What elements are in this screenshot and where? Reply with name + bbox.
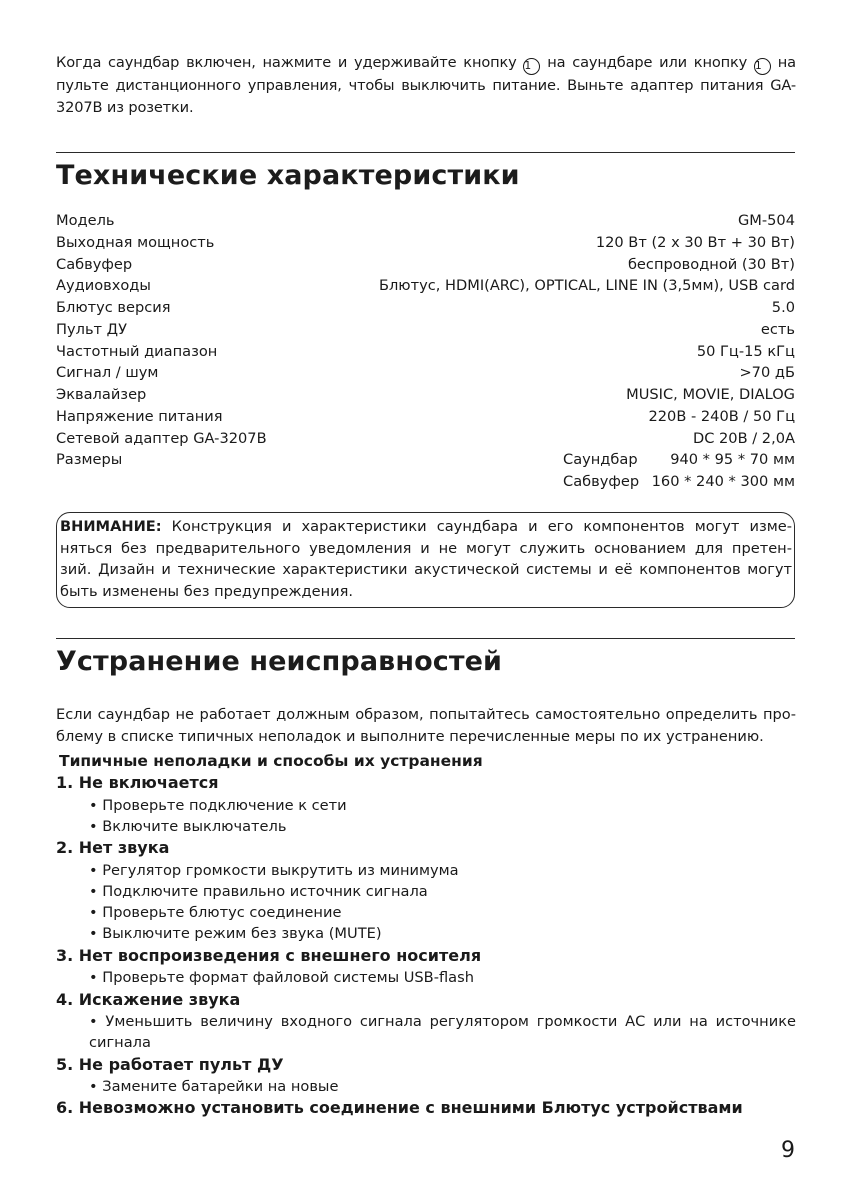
warning-text [60, 516, 792, 603]
section-divider [56, 638, 795, 639]
intro-text-b: на саундбаре или кнопку [540, 54, 754, 71]
spec-label: Пульт ДУ [56, 320, 127, 338]
spec-label: Блютус версия [56, 299, 171, 316]
spec-value: 50 Гц-15 кГц [696, 342, 795, 360]
spec-label: Размеры [56, 451, 123, 469]
spec-row [56, 384, 795, 406]
issues [56, 772, 796, 1120]
spec-row [56, 275, 795, 297]
power-icon: 1 [754, 58, 771, 75]
issue-tip: • Проверьте блютус соединение [89, 904, 342, 922]
troubleshooting-title: Устранение неисправностей [56, 646, 503, 677]
dimension-value-subwoofer: 160 * 240 * 300 мм [651, 473, 795, 491]
issue-tip: • Включите выключатель [89, 817, 287, 835]
issue-title: 1. Не включается [56, 773, 219, 792]
spec-row [56, 341, 795, 363]
issue-tip: • Уменьшить величину входного сигнала регулятором громкости АС или на источнике [89, 1013, 796, 1031]
issue-title: 2. Нет звука [56, 838, 170, 858]
spec-value: GM-504 [737, 212, 795, 229]
issue-list [56, 750, 796, 1120]
spec-row [56, 428, 795, 450]
issue-title: 3. Нет воспроизведения с внешнего носителя [56, 945, 482, 965]
spec-label: Выходная мощность [56, 233, 215, 251]
issue-title: 5. Не работает пульт ДУ [56, 1054, 284, 1074]
spec-label: Напряжение питания [56, 407, 223, 425]
warning-text-1: Конструкция и характеристики саундбара и его компонентов могут изме- [161, 518, 792, 535]
intro-line-3: 3207B из розетки. [56, 98, 194, 116]
intro-paragraph [56, 52, 796, 118]
issue-tip-continuation: сигнала [89, 1034, 151, 1052]
spec-row [56, 406, 795, 428]
spec-row [56, 210, 795, 232]
intro-line-1 [56, 52, 796, 75]
spec-value: DC 20В / 2,0А [692, 429, 795, 447]
warning-line-3: зий. Дизайн и технические характеристики акустической системы и её компонентов могут [60, 561, 792, 579]
issue-list-heading: Типичные неполадки и способы их устранения [59, 752, 483, 770]
issue-title: 4. Искажение звука [56, 989, 241, 1009]
specs-title: Технические характеристики [56, 160, 520, 191]
intro-text-c: на [770, 54, 796, 71]
spec-value: 120 Вт (2 x 30 Вт + 30 Вт) [595, 233, 795, 251]
dimension-name-soundbar: Саундбар [563, 451, 638, 469]
page-number: 9 [781, 1138, 795, 1163]
spec-label: Частотный диапазон [56, 342, 218, 360]
spec-value: беспроводной (30 Вт) [627, 255, 795, 273]
specs-table [56, 210, 795, 493]
spec-row-dimensions-sub [56, 471, 795, 493]
issue-tip: • Выключите режим без звука (MUTE) [89, 925, 382, 943]
warning-line-1 [60, 516, 792, 538]
issue-tip: • Регулятор громкости выкрутить из минимума [89, 861, 459, 879]
spec-row [56, 319, 795, 341]
dimension-name-subwoofer: Сабвуфер [563, 473, 640, 491]
intro-text-a: Когда саундбар включен, нажмите и удерживайте кнопку [56, 54, 524, 71]
warning-label: ВНИМАНИЕ: [60, 518, 162, 535]
issue-tip: • Проверьте формат файловой системы USB-flash [89, 969, 474, 987]
troubleshooting-intro-line-2: блему в списке типичных неполадок и выполните перечисленные меры по их устранению. [56, 727, 764, 745]
troubleshooting-intro-line-1: Если саундбар не работает должным образом, попытайтесь самостоятельно определить про- [56, 706, 796, 723]
spec-value: Блютус, HDMI(ARC), OPTICAL, LINE IN (3,5мм), USB card [378, 277, 795, 295]
spec-value: 220В - 240В / 50 Гц [648, 407, 795, 425]
spec-row-dimensions [56, 449, 795, 471]
dimension-value-soundbar: 940 * 95 * 70 мм [670, 451, 795, 469]
spec-label: Эквалайзер [56, 386, 147, 403]
spec-value: >70 дБ [739, 364, 795, 382]
spec-value: MUSIC, MOVIE, DIALOG [626, 386, 795, 403]
issue-tip: • Замените батарейки на новые [89, 1078, 339, 1096]
warning-line-2: няться без предварительного уведомления и не могут служить основанием для претен- [60, 539, 792, 557]
issue-tip: • Проверьте подключение к сети [89, 796, 347, 814]
spec-rows [56, 210, 795, 449]
spec-value: 5.0 [771, 299, 795, 316]
spec-row [56, 362, 795, 384]
spec-label: Сабвуфер [56, 255, 133, 273]
spec-label: Модель [56, 212, 115, 229]
spec-label: Сигнал / шум [56, 364, 159, 382]
spec-row [56, 254, 795, 276]
spec-row [56, 232, 795, 254]
power-icon: 1 [523, 58, 540, 75]
section-divider [56, 152, 795, 153]
intro-line-2: пульте дистанционного управления, чтобы выключить питание. Выньте адаптер питания GA- [56, 77, 796, 94]
spec-label: Аудиовходы [56, 277, 151, 295]
spec-row [56, 297, 795, 319]
warning-line-4: быть изменены без предупреждения. [60, 583, 354, 601]
troubleshooting-intro [56, 704, 796, 747]
issue-title: 6. Невозможно установить соединение с внешними Блютус устройствами [56, 1098, 743, 1118]
spec-value: есть [760, 320, 795, 338]
spec-label: Сетевой адаптер GA-3207B [56, 429, 267, 447]
issue-tip: • Подключите правильно источник сигнала [89, 882, 428, 900]
